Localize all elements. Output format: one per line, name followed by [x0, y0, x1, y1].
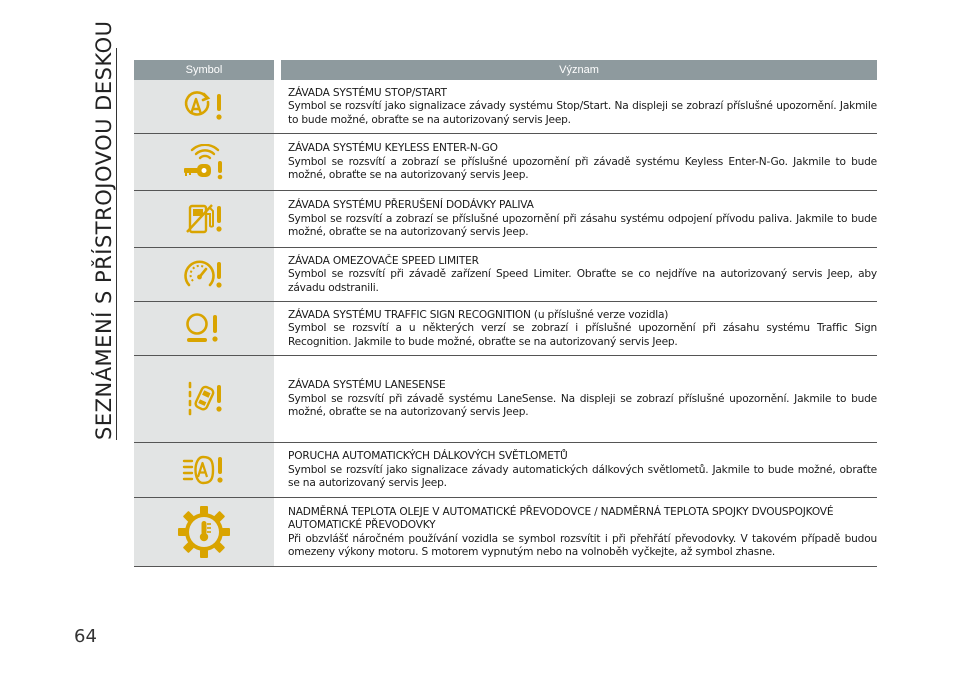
table-row [134, 248, 877, 302]
row-description: Symbol se rozsvítí jako signalizace závady automatických dálkových světlometů. Jakmile to bude možné, obraťte se na autorizovaný servis Jeep. [288, 463, 877, 490]
meaning-cell [281, 356, 877, 442]
symbol-cell [134, 191, 274, 247]
chapter-title-text: SEZNÁMENÍ S PŘÍSTROJOVOU DESKOU [92, 20, 116, 440]
table-row [134, 356, 877, 443]
table-row [134, 443, 877, 498]
symbol-cell [134, 248, 274, 301]
meaning-cell [281, 498, 877, 566]
auto-high-beam-fault-icon [181, 453, 227, 487]
symbol-cell [134, 80, 274, 133]
symbol-cell [134, 134, 274, 190]
row-title: PORUCHA AUTOMATICKÝCH DÁLKOVÝCH SVĚTLOMETŮ [288, 450, 568, 463]
page-number: 64 [74, 626, 97, 647]
speed-limiter-fault-icon [182, 257, 226, 293]
transmission-temperature-icon [176, 504, 232, 560]
row-description: Symbol se rozsvítí jako signalizace závady systému Stop/Start. Na displeji se zobrazí příslušné upozornění. Jakmile to bude možné, obraťte se na autorizovaný servis Jeep. [288, 100, 877, 126]
row-description: Symbol se rozsvítí a u některých verzí se zobrazí i příslušné upozornění při zásahu systému Traffic Sign Recognition. Jakmile to bude možné, obraťte se na autorizovaný servis Jeep. [288, 322, 877, 348]
table-row [134, 302, 877, 356]
row-description: Symbol se rozsvítí při závadě systému LaneSense. Na displeji se zobrazí příslušné upozornění. Jakmile to bude možné, obraťte se na autorizovaný servis Jeep. [288, 392, 877, 419]
side-divider [116, 48, 117, 440]
row-title: ZÁVADA SYSTÉMU KEYLESS ENTER-N-GO [288, 142, 498, 155]
meaning-cell [281, 443, 877, 497]
row-title: NADMĚRNÁ TEPLOTA OLEJE V AUTOMATICKÉ PŘEVODOVCE / NADMĚRNÁ TEPLOTA SPOJKY DVOUSPOJKOVÉ AUTOMATICKÉ PŘEVODOVKY [288, 505, 834, 531]
warning-lights-table [134, 60, 877, 567]
row-description: Symbol se rozsvítí při závadě zařízení Speed Limiter. Obraťte se co nejdříve na autorizovaný servis Jeep, aby závadu odstranili. [288, 268, 877, 294]
table-row [134, 498, 877, 567]
side-chapter-title [80, 20, 120, 440]
fuel-cutoff-fault-icon [182, 202, 226, 236]
table-row [134, 134, 877, 191]
keyless-enter-n-go-fault-icon [180, 144, 228, 180]
traffic-sign-recognition-fault-icon [182, 311, 226, 347]
symbol-cell [134, 356, 274, 442]
row-title: ZÁVADA SYSTÉMU PŘERUŠENÍ DODÁVKY PALIVA [288, 199, 534, 212]
meaning-cell [281, 80, 877, 133]
symbol-cell [134, 302, 274, 355]
row-title: ZÁVADA OMEZOVAČE SPEED LIMITER [288, 254, 479, 267]
meaning-cell [281, 302, 877, 355]
row-title: ZÁVADA SYSTÉMU LANESENSE [288, 379, 446, 392]
table-row [134, 80, 877, 134]
row-title: ZÁVADA SYSTÉMU TRAFFIC SIGN RECOGNITION (u příslušné verze vozidla) [288, 308, 669, 321]
stop-start-fault-icon [182, 90, 226, 124]
symbol-cell [134, 498, 274, 566]
table-header [134, 60, 877, 80]
row-description: Symbol se rozsvítí a zobrazí se příslušné upozornění při zásahu systému odpojení přívodu paliva. Jakmile to bude možné, obraťte se na autorizovaný servis Jeep. [288, 212, 877, 239]
meaning-cell [281, 191, 877, 247]
table-row [134, 191, 877, 248]
symbol-cell [134, 443, 274, 497]
row-title: ZÁVADA SYSTÉMU STOP/START [288, 86, 447, 99]
meaning-cell [281, 248, 877, 301]
row-description: Symbol se rozsvítí a zobrazí se příslušné upozornění při závadě systému Keyless Enter-N-Go. Jakmile to bude možné, obraťte se na autorizovaný servis Jeep. [288, 155, 877, 182]
meaning-cell [281, 134, 877, 190]
lanesense-fault-icon [182, 379, 226, 419]
header-symbol: Symbol [134, 60, 274, 80]
header-meaning: Význam [281, 60, 877, 80]
row-description: Při obzvlášť náročném používání vozidla se symbol rozsvítit i při přehřátí převodovky. V takovém případě budou omezeny výkony motoru. S motorem vypnutým nebo na volnoběh vyčkejte, až symbol zhasne. [288, 532, 877, 558]
